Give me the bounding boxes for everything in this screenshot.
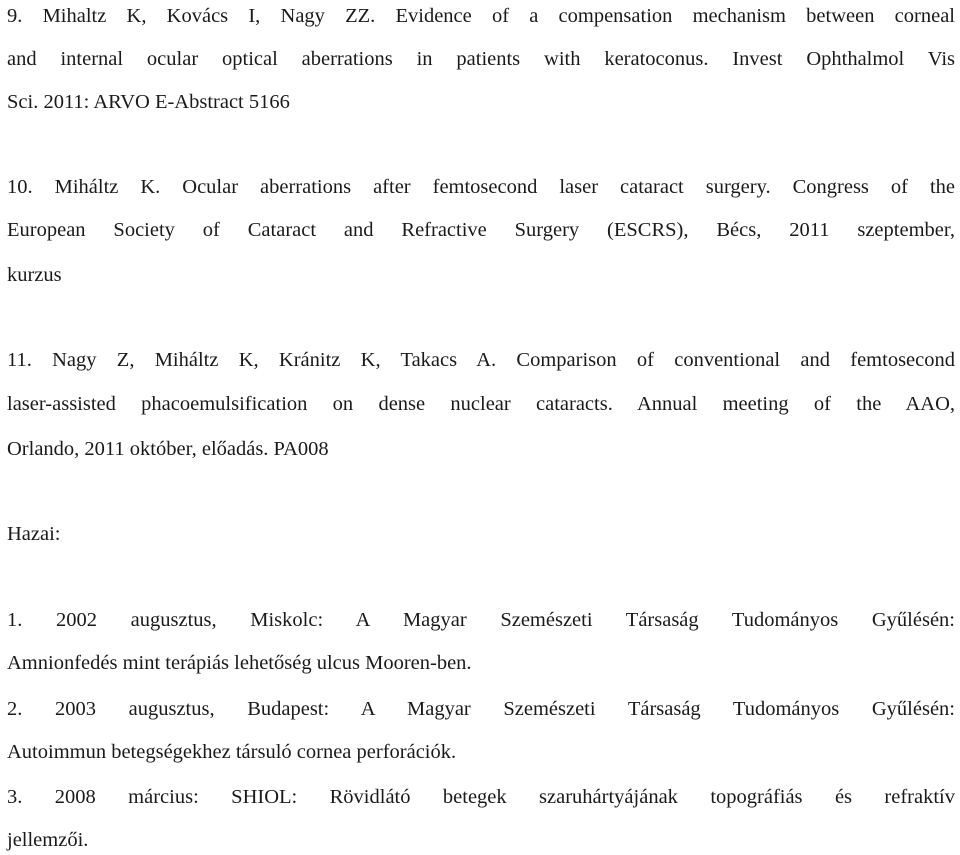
ref-9-line-3: Sci. 2011: ARVO E-Abstract 5166 xyxy=(7,91,290,113)
ref-11-line-1: 11. Nagy Z, Miháltz K, Kránitz K, Takacs A. Comparison of conventional and femtosecond xyxy=(7,349,955,371)
ref-9-line-2: and internal ocular optical aberrations in patients with keratoconus. Invest Ophthalmol Vis xyxy=(7,48,955,70)
ref-10-line-1: 10. Miháltz K. Ocular aberrations after femtosecond laser cataract surgery. Congress of the xyxy=(7,176,955,198)
ref-11-line-2: laser-assisted phacoemulsification on dense nuclear cataracts. Annual meeting of the AAO, xyxy=(7,393,955,415)
section-heading: Hazai: xyxy=(7,523,61,545)
ref-10-line-3: kurzus xyxy=(7,264,62,286)
ref-10-line-2: European Society of Cataract and Refractive Surgery (ESCRS), Bécs, 2011 szeptember, xyxy=(7,219,955,241)
ref-11-line-3: Orlando, 2011 október, előadás. PA008 xyxy=(7,438,329,460)
ref-9-line-1: 9. Mihaltz K, Kovács I, Nagy ZZ. Evidence of a compensation mechanism between corneal xyxy=(7,5,955,27)
hazai-2-line-2: Autoimmun betegségekhez társuló cornea perforációk. xyxy=(7,741,457,763)
hazai-1-line-2: Amnionfedés mint terápiás lehetőség ulcus Mooren-ben. xyxy=(7,652,472,674)
hazai-1-line-1: 1. 2002 augusztus, Miskolc: A Magyar Szemészeti Társaság Tudományos Gyűlésén: xyxy=(7,609,955,631)
hazai-2-line-1: 2. 2003 augusztus, Budapest: A Magyar Szemészeti Társaság Tudományos Gyűlésén: xyxy=(7,698,955,720)
hazai-3-line-2: jellemzői. xyxy=(7,829,89,851)
hazai-3-line-1: 3. 2008 március: SHIOL: Rövidlátó betegek szaruhártyájának topográfiás és refraktív xyxy=(7,786,955,808)
